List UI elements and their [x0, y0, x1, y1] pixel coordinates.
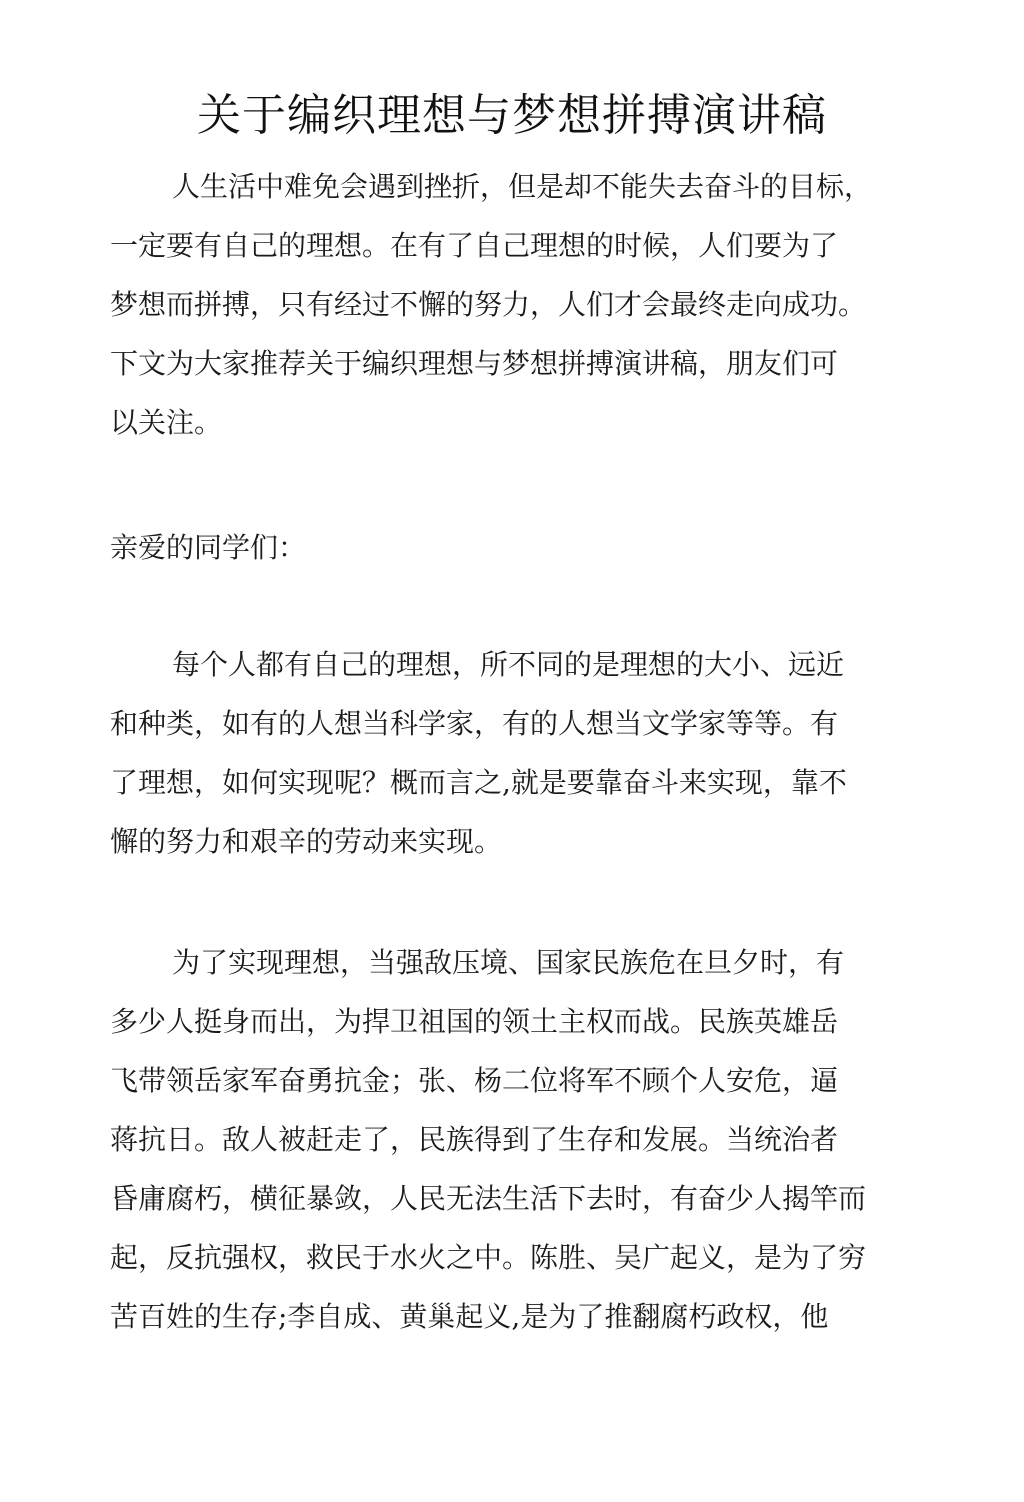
paragraph-line: 梦想而拼搏，只有经过不懈的努力，人们才会最终走向成功。	[110, 288, 867, 321]
paragraph-line: 了理想，如何实现呢？概而言之,就是要靠奋斗来实现，靠不	[110, 766, 847, 799]
salutation	[110, 518, 900, 577]
paragraph-line: 为了实现理想，当强敌压境、国家民族危在旦夕时，有	[172, 946, 845, 979]
body-paragraph-2	[110, 933, 900, 1346]
body-paragraph-1	[110, 635, 900, 871]
paragraph-line: 飞带领岳家军奋勇抗金；张、杨二位将军不顾个人安危，逼	[110, 1064, 839, 1097]
paragraph-line: 和种类，如有的人想当科学家，有的人想当文学家等等。有	[110, 707, 839, 740]
paragraph-line: 一定要有自己的理想。在有了自己理想的时候，人们要为了	[110, 229, 839, 262]
salutation-text: 亲爱的同学们：	[110, 531, 307, 564]
paragraph-line: 苦百姓的生存;李自成、黄巢起义,是为了推翻腐朽政权，他	[110, 1300, 829, 1333]
intro-paragraph	[110, 157, 900, 452]
paragraph-line: 人生活中难免会遇到挫折，但是却不能失去奋斗的目标，	[172, 170, 873, 203]
paragraph-line: 蒋抗日。敌人被赶走了，民族得到了生存和发展。当统治者	[110, 1123, 839, 1156]
paragraph-line: 下文为大家推荐关于编织理想与梦想拼搏演讲稿，朋友们可	[110, 347, 839, 380]
paragraph-line: 以关注。	[110, 406, 223, 439]
paragraph-line: 昏庸腐朽，横征暴敛，人民无法生活下去时，有奋少人揭竿而	[110, 1182, 867, 1215]
paragraph-line: 起，反抗强权，救民于水火之中。陈胜、吴广起义，是为了穷	[110, 1241, 867, 1274]
paragraph-line: 每个人都有自己的理想，所不同的是理想的大小、远近	[172, 648, 845, 681]
paragraph-line: 懈的努力和艰辛的劳动来实现。	[110, 825, 503, 858]
document-title: 关于编织理想与梦想拼搏演讲稿	[197, 90, 827, 141]
paragraph-line: 多少人挺身而出，为捍卫祖国的领土主权而战。民族英雄岳	[110, 1005, 839, 1038]
